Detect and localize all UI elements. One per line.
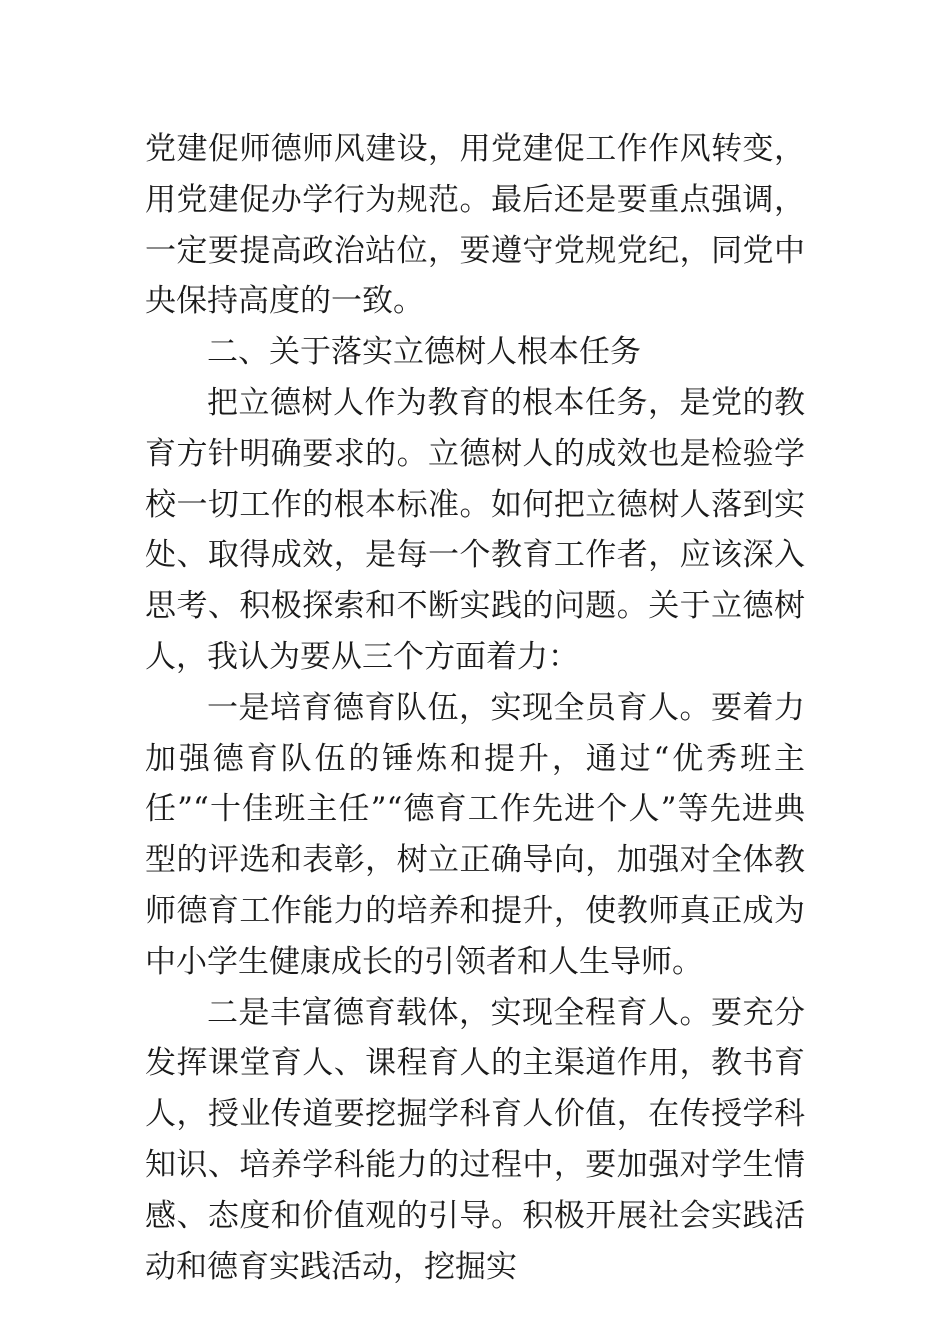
paragraph-moral-education: 把立德树人作为教育的根本任务，是党的教育方针明确要求的。立德树人的成效也是检验学校一切工作的根本标准。如何把立德树人落到实处、取得成效，是每一个教育工作者，应该深入思考、积极探索和不断实践的问题。关于立德树人，我认为要从三个方面着力： — [145, 384, 805, 675]
paragraph-party-building: 党建促师德师风建设，用党建促工作作风转变，用党建促办学行为规范。最后还是要重点强调，一定要提高政治站位，要遵守党规党纪，同党中央保持高度的一致。 — [145, 131, 805, 320]
section-heading: 二、关于落实立德树人根本任务 — [207, 334, 641, 371]
paragraph-point-one: 一是培育德育队伍，实现全员育人。要着力加强德育队伍的锤炼和提升，通过“优秀班主任”“十佳班主任”“德育工作先进个人”等先进典型的评选和表彰，树立正确导向，加强对全体教师德育工作能力的培养和提升，使教师真正成为中小学生健康成长的引领者和人生导师。 — [145, 689, 805, 980]
paragraph-point-two: 二是丰富德育载体，实现全程育人。要充分发挥课堂育人、课程育人的主渠道作用，教书育人，授业传道要挖掘学科育人价值，在传授学科知识、培养学科能力的过程中，要加强对学生情感、态度和价值观的引导。积极开展社会实践活动和德育实践活动，挖掘实 — [145, 994, 805, 1285]
document-body — [145, 124, 805, 1292]
